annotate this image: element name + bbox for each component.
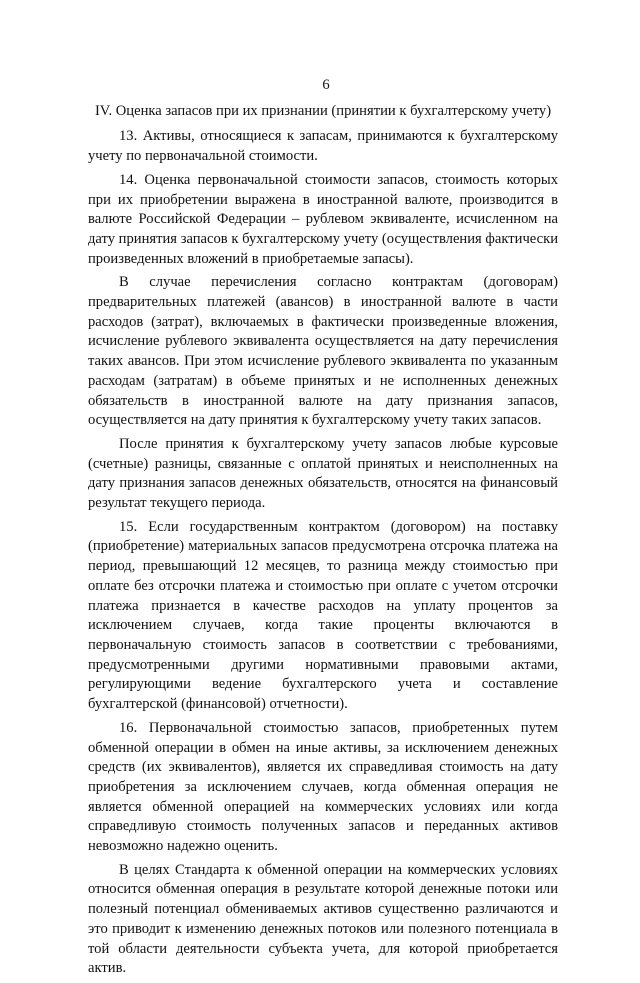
paragraph-14-exchange-differences: После принятия к бухгалтерскому учету запасов любые курсовые (счетные) разницы, связанные с оплатой принятых и неисполненных на дату признания запасов денежных обязательств, относятся на финансовый результат текущего периода. [88,435,558,512]
paragraph-14-advances: В случае перечисления согласно контрактам (договорам) предварительных платежей (авансов) в иностранной валюте в части расходов (затрат), включаемых в фактически произведенные вложения, исчисление рублевого эквивалента осуществляется на дату перечисления таких авансов. При этом исчисление рублевого эквивалента по указанным расходам (затратам) в объеме принятых и не исполненных денежных обязательств в иностранной валюте на дату признания запасов, осуществляется на дату принятия к бухгалтерскому учету таких запасов. [88,274,558,429]
paragraph-15: 15. Если государственным контрактом (договором) на поставку (приобретение) материальных запасов предусмотрена отсрочка платежа на период, превышающий 12 месяцев, то разница между стоимостью при оплате без отсрочки платежа и стоимостью при оплате с учетом отсрочки платежа признается в качестве расходов на уплату процентов за исключением случаев, когда такие проценты включаются в первоначальную стоимость запасов в соответствии с требованиями, предусмотренными другими нормативными правовыми актами, регулирующими ведение бухгалтерского учета и составление бухгалтерской (финансовой) отчетности). [88,518,558,713]
paragraph-16: 16. Первоначальной стоимостью запасов, приобретенных путем обменной операции в обмен на иные активы, за исключением денежных средств (их эквивалентов), является их справедливая стоимость на дату приобретения за исключением случаев, когда обменная операция не является обменной операцией на коммерческих условиях или когда справедливую стоимость полученных запасов и переданных активов невозможно надежно оценить. [88,719,558,855]
section-title: IV. Оценка запасов при их признании (принятии к бухгалтерскому учету) [94,102,552,119]
paragraph-14: 14. Оценка первоначальной стоимости запасов, стоимость которых при их приобретении выражена в иностранной валюте, производится в валюте Российской Федерации – рублевом эквиваленте, исчисленном на дату принятия запасов к бухгалтерскому учету (осуществления фактически произведенных вложений в приобретаемые запасы). [88,171,558,267]
paragraph-16-commercial-terms: В целях Стандарта к обменной операции на коммерческих условиях относится обменная операция в результате которой денежные потоки или полезный потенциал обмениваемых активов существенно различаются и это приводит к изменению денежных потоков или полезного потенциала в той области деятельности субъекта учета, для которой приобретается актив. [88,861,558,977]
paragraph-13: 13. Активы, относящиеся к запасам, принимаются к бухгалтерскому учету по первоначальной стоимости. [88,128,558,165]
document-page [88,76,558,983]
page-number: 6 [322,77,330,93]
